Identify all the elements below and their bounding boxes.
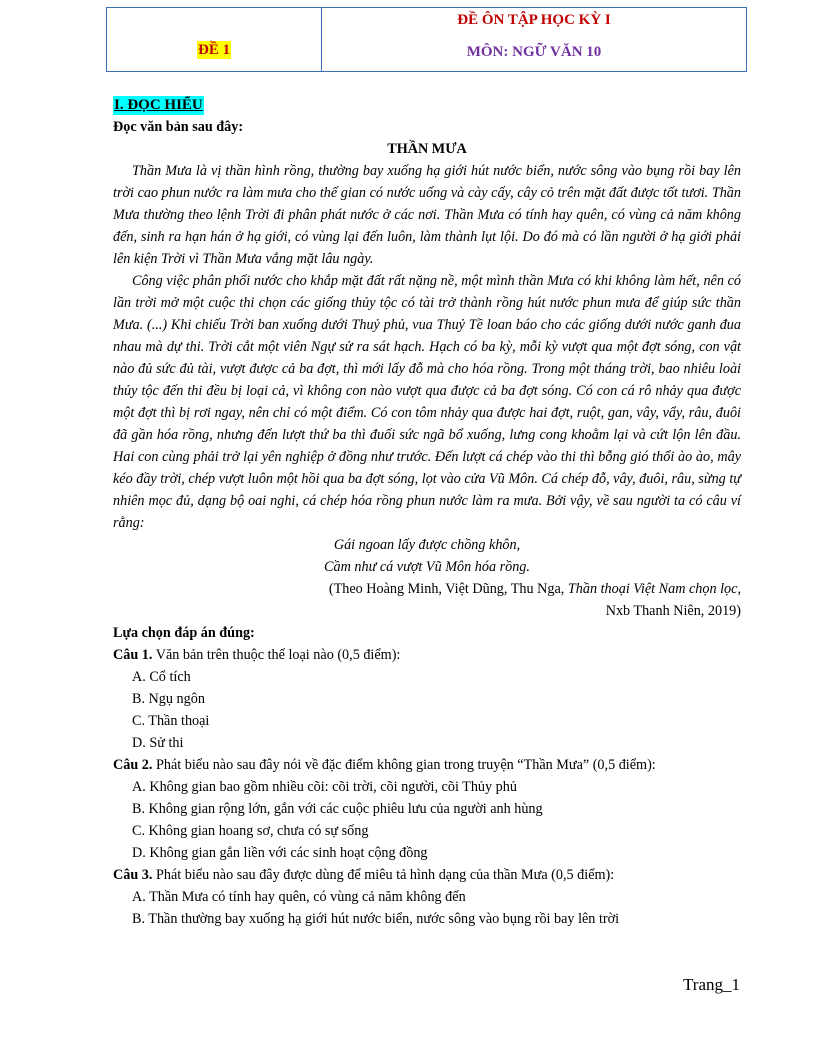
- option: C. Không gian hoang sơ, chưa có sự sống: [132, 823, 369, 839]
- option: A. Không gian bao gồm nhiều cõi: cõi trời, cõi người, cõi Thủy phủ: [132, 779, 517, 795]
- option: D. Không gian gắn liền với các sinh hoạt cộng đồng: [132, 845, 428, 861]
- exam-number-label: ĐỀ 1: [198, 42, 231, 58]
- exam-title: ĐỀ ÔN TẬP HỌC KỲ I: [457, 12, 611, 28]
- question-text: Phát biểu nào sau đây nói về đặc điểm không gian trong truyện “Thần Mưa” (0,5 điểm):: [152, 757, 656, 773]
- source-book: Thần thoại Việt Nam chọn lọc: [567, 581, 738, 597]
- option: D. Sử thi: [132, 735, 184, 751]
- question-2: [113, 754, 741, 864]
- question-text: Phát biểu nào sau đây được dùng để miêu tả hình dạng của thần Mưa (0,5 điểm):: [152, 867, 615, 883]
- header-left-cell: [107, 8, 322, 71]
- paragraph-1: Thần Mưa là vị thần hình rồng, thường bay xuống hạ giới hút nước biển, nước sông vào bụng rồi bay lên trời cao phun nước ra làm mưa cho thế gian có nước uống và cày cấy, cây cỏ trên mặt đất được tốt tươi. Thần Mưa thường theo lệnh Trời đi phân phát nước ở các nơi. Thần Mưa có tính hay quên, có vùng cả năm không đến, sinh ra hạn hán ở hạ giới, có vùng lại đến luôn, làm thành lụt lội. Do đó mà có lần người ở hạ giới phải lên kiện Trời vì Thần Mưa vắng mặt lâu ngày.: [113, 163, 741, 267]
- header-right-cell: [322, 8, 746, 71]
- page-number: Trang_1: [683, 975, 740, 994]
- section-title: I. ĐỌC HIỂU: [114, 97, 203, 113]
- question-label: Câu 2.: [113, 757, 153, 773]
- source-publisher: Nxb Thanh Niên, 2019): [605, 603, 741, 619]
- option: C. Thần thoại: [132, 713, 210, 729]
- option: A. Thần Mưa có tính hay quên, có vùng cả năm không đến: [132, 889, 466, 905]
- question-label: Câu 1.: [113, 647, 153, 663]
- option: B. Thần thường bay xuống hạ giới hút nước biển, nước sông vào bụng rồi bay lên trời: [132, 911, 620, 927]
- question-label: Câu 3.: [113, 867, 153, 883]
- source-suffix: ,: [737, 581, 741, 597]
- header-box: [106, 7, 747, 72]
- text-title: THẦN MƯA: [387, 141, 467, 157]
- option: B. Ngụ ngôn: [132, 691, 205, 707]
- source-prefix: (Theo Hoàng Minh, Việt Dũng, Thu Nga,: [328, 581, 568, 597]
- option: A. Cổ tích: [132, 669, 191, 685]
- exam-subject: MÔN: NGỮ VĂN 10: [466, 44, 602, 60]
- question-text: Văn bản trên thuộc thể loại nào (0,5 điểm):: [152, 647, 401, 663]
- instruction: Đọc văn bản sau đây:: [113, 119, 244, 135]
- document-body: [113, 94, 741, 930]
- poem-line-1: Gái ngoan lấy được chồng khôn,: [333, 537, 521, 553]
- source-citation: [113, 578, 741, 600]
- choose-label: Lựa chọn đáp án đúng:: [113, 625, 255, 641]
- question-1: [113, 644, 741, 754]
- option: B. Không gian rộng lớn, gắn với các cuộc phiêu lưu của người anh hùng: [132, 801, 543, 817]
- paragraph-2: Công việc phân phối nước cho khắp mặt đất rất nặng nề, một mình thần Mưa có khi không làm hết, nên có lần trời mở một cuộc thi chọn các giống thủy tộc có tài trở thành rồng hút nước phun mưa để giúp sức thần Mưa. (...) Khi chiếu Trời ban xuống dưới Thuỷ phủ, vua Thuỷ Tề loan báo cho các giống dưới nước ganh đua nhau mà dự thi. Trời cắt một viên Ngự sử ra sát hạch. Hạch có ba kỳ, mỗi kỳ vượt qua một đợt sóng, con vật nào đủ sức đủ tài, vượt được cả ba đợt, thì mới lấy đỗ mà cho hóa rồng. Trong một tháng trời, bao nhiêu loài thủy tộc đến thi đều bị loại cả, vì không con nào vượt qua được cả ba đợt sóng. Có con cá rô nhảy qua được một đợt thì bị rơi ngay, nên chỉ có một điểm. Có con tôm nhảy qua được hai đợt, ruột, gan, vây, vẩy, râu, đuôi đã gần hóa rồng, nhưng đến lượt thứ ba thì đuối sức ngã bổ xuống, lưng cong khoằm lại và cứt lộn lên đầu. Hai con cùng phải trở lại yên nghiệp ở đồng như trước. Đến lượt cá chép vào thi thì bỗng gió thổi ào ào, mây kéo đầy trời, chép vượt luôn một hồi qua ba đợt sóng, lọt vào cửa Vũ Môn. Cá chép đỗ, vây, đuôi, râu, sừng tự nhiên mọc đủ, dạng bộ oai nghi, cá chép hóa rồng phun nước làm ra mưa. Bởi vậy, về sau người ta có câu ví rằng:: [113, 273, 741, 531]
- question-3: [113, 864, 741, 930]
- poem-line-2: Cầm như cá vượt Vũ Môn hóa rồng.: [324, 559, 530, 575]
